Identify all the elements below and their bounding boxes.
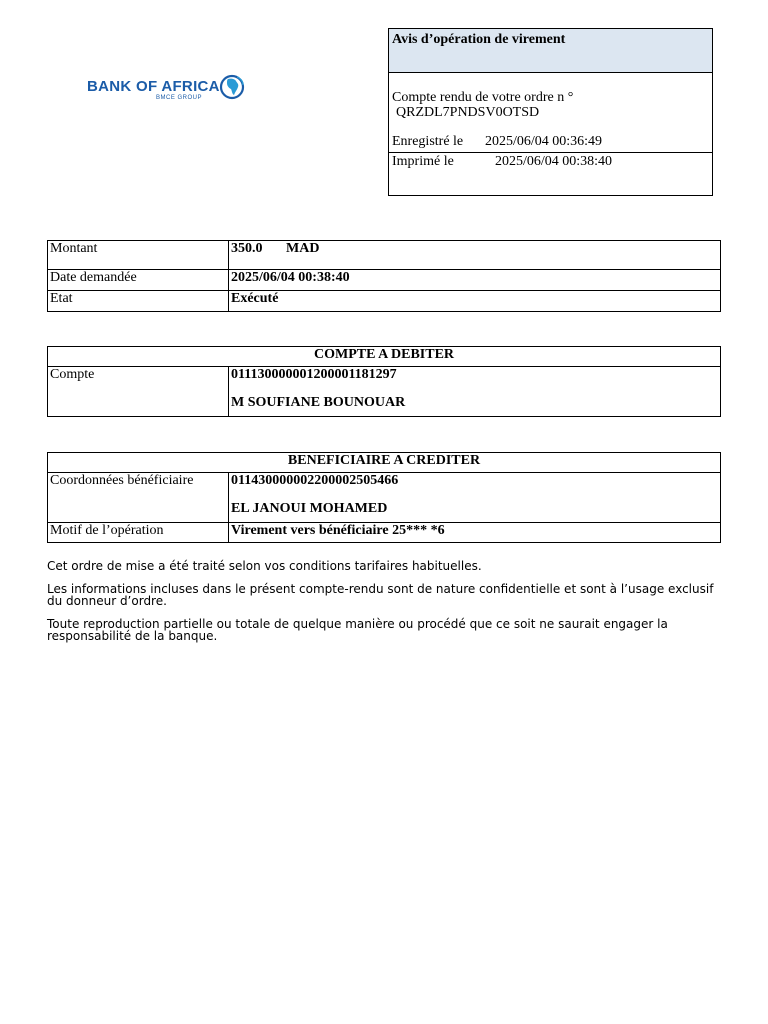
- bank-logo: [87, 70, 252, 106]
- note-tariff: Cet ordre de mise a été traité selon vos conditions tarifaires habituelles.: [47, 559, 482, 573]
- beneficiary-holder: EL JANOUI MOHAMED: [231, 501, 388, 516]
- notice-divider: [389, 152, 712, 153]
- disclaimer-notes: [47, 560, 727, 653]
- amount-label: Montant: [48, 241, 229, 270]
- beneficiary-header-row: [48, 453, 721, 473]
- africa-globe-icon: [217, 72, 247, 102]
- motif-label: Motif de l’opération: [48, 523, 229, 543]
- amount-row: [48, 241, 721, 270]
- beneficiary-account-cell: [229, 473, 721, 523]
- note-reproduction: Toute reproduction partielle ou totale de quelque manière ou procédé que ce soit ne saurait engager la responsabilité de la banque.: [47, 617, 668, 643]
- debit-account-cell: [229, 367, 721, 417]
- debit-header: COMPTE A DEBITER: [48, 347, 721, 367]
- debit-account-row: [48, 367, 721, 417]
- beneficiary-header: BENEFICIAIRE A CREDITER: [48, 453, 721, 473]
- debit-account-holder: M SOUFIANE BOUNOUAR: [231, 395, 406, 410]
- note-confidential: Les informations incluses dans le présent compte-rendu sont de nature confidentielle et sont à l’usage exclusif du donneur d’ordre.: [47, 582, 714, 608]
- transfer-notice-box: [388, 28, 713, 196]
- requested-date-label: Date demandée: [48, 270, 229, 291]
- beneficiary-account-row: [48, 473, 721, 523]
- order-label: Compte rendu de votre ordre n °: [392, 90, 574, 105]
- requested-date-value: 2025/06/04 00:38:40: [229, 270, 721, 291]
- printed-label: Imprimé le: [392, 154, 454, 169]
- status-value: Exécuté: [229, 291, 721, 312]
- amount-value: 350.0: [231, 241, 263, 256]
- beneficiary-account-number: 011430000002200002505466: [231, 473, 399, 488]
- registered-date: 2025/06/04 00:36:49: [485, 134, 603, 149]
- bank-group: BMCE GROUP: [156, 95, 203, 101]
- printed-date: 2025/06/04 00:38:40: [495, 154, 613, 169]
- amount-cell: [229, 241, 721, 270]
- beneficiary-coord-label: Coordonnées bénéficiaire: [48, 473, 229, 523]
- debit-account-label: Compte: [48, 367, 229, 417]
- order-reference: QRZDL7PNDSV0OTSD: [396, 105, 540, 120]
- bank-name: BANK OF AFRICA: [87, 78, 220, 95]
- registered-label: Enregistré le: [392, 134, 464, 149]
- debit-account-number: 011130000001200001181297: [231, 367, 397, 382]
- debit-header-row: [48, 347, 721, 367]
- notice-title: Avis d’opération de virement: [389, 29, 712, 73]
- status-row: [48, 291, 721, 312]
- currency: MAD: [286, 241, 320, 256]
- operation-table: [47, 240, 721, 312]
- requested-date-row: [48, 270, 721, 291]
- motif-value: Virement vers bénéficiaire 25*** *6: [229, 523, 721, 543]
- status-label: Etat: [48, 291, 229, 312]
- debit-account-table: [47, 346, 721, 417]
- beneficiary-table: [47, 452, 721, 543]
- motif-row: [48, 523, 721, 543]
